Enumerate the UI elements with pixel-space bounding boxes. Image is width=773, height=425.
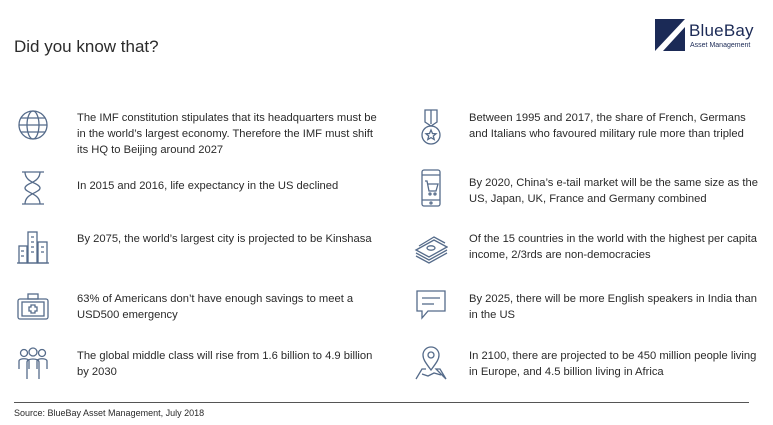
fact-text: 63% of Americans don’t have enough savings to meet a USD500 emergency xyxy=(77,293,354,321)
page-title: Did you know that? xyxy=(14,37,159,56)
globe-icon xyxy=(16,106,50,144)
fact-text: By 2075, the world’s largest city is projected to be Kinshasa xyxy=(77,233,372,245)
fact-text: By 2020, China’s e-tail market will be the same size as the US, Japan, UK, France and Germany combined xyxy=(469,177,758,205)
people-group-icon xyxy=(16,345,50,383)
map-pin-icon xyxy=(414,345,448,383)
speech-bubble-icon xyxy=(414,287,448,325)
fact-text: The global middle class will rise from 1.6 billion to 4.9 billion by 2030 xyxy=(77,350,373,378)
fact-text: Of the 15 countries in the world with the highest per capita income, 2/3rds are non-democracies xyxy=(469,233,757,261)
city-buildings-icon xyxy=(16,228,50,266)
fact-text: By 2025, there will be more English speakers in India than in the US xyxy=(469,293,757,321)
logo-subtitle: Asset Management xyxy=(690,42,751,49)
fact-text: Between 1995 and 2017, the share of French, Germans and Italians who favoured military rule more than tripled xyxy=(469,112,746,140)
fact-text: In 2015 and 2016, life expectancy in the US declined xyxy=(77,180,339,192)
smartphone-cart-icon xyxy=(414,169,448,207)
logo-mark-icon xyxy=(655,19,685,51)
bluebay-logo xyxy=(655,19,760,53)
fact-text: In 2100, there are projected to be 450 million people living in Europe, and 4.5 billion living in Africa xyxy=(469,350,757,378)
footer-divider xyxy=(14,402,749,403)
medal-icon xyxy=(414,108,448,146)
hourglass-icon xyxy=(16,169,50,207)
money-stack-icon xyxy=(414,228,448,266)
first-aid-kit-icon xyxy=(16,287,50,325)
source-note: Source: BlueBay Asset Management, July 2018 xyxy=(14,408,205,418)
fact-text: The IMF constitution stipulates that its headquarters must be in the world’s largest economy. Therefore the IMF must shift its HQ to Beijing around 2027 xyxy=(77,112,377,156)
logo-name: BlueBay xyxy=(689,21,754,40)
